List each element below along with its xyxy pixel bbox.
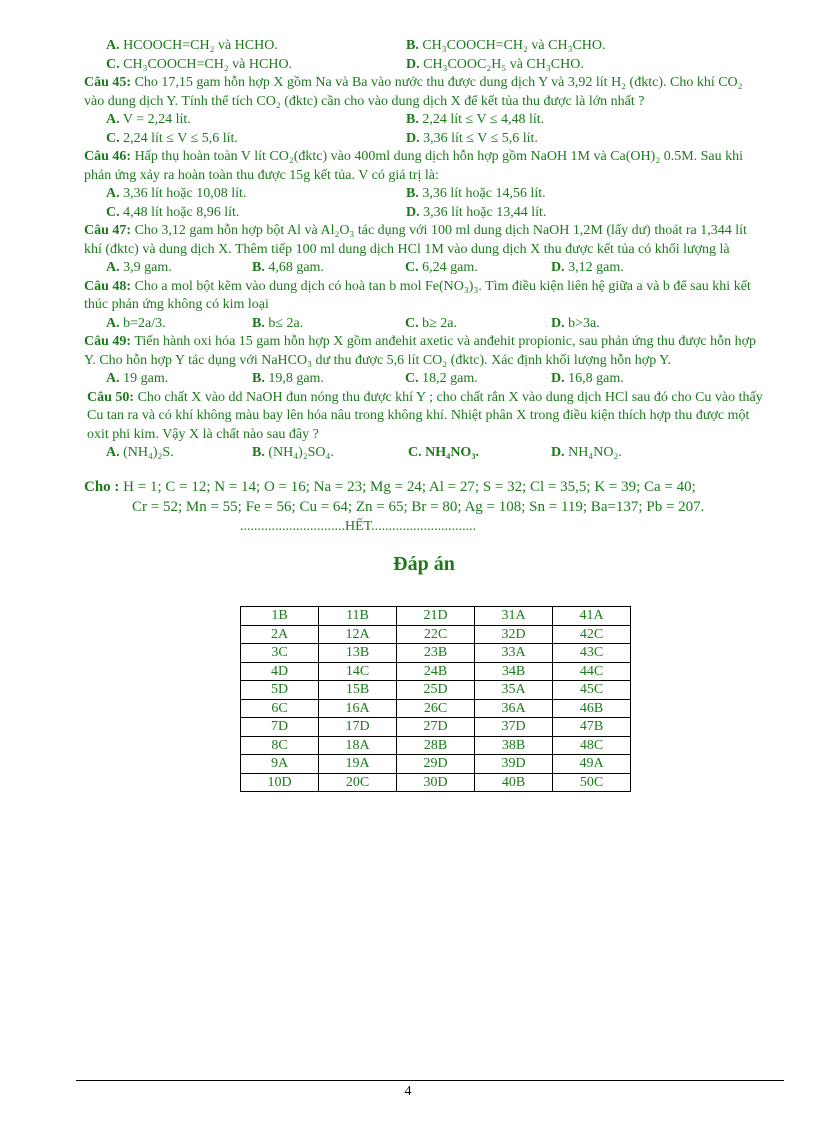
question-label: Câu 50:: [87, 389, 135, 405]
option-a: A. (NH₄)₂S.: [106, 445, 174, 460]
answer-cell: 34B: [475, 662, 553, 681]
answer-cell: 36A: [475, 699, 553, 718]
answer-cell: 9A: [241, 755, 319, 774]
answer-cell: 39D: [475, 755, 553, 774]
answer-cell: 28B: [397, 736, 475, 755]
option-d: D. 3,36 lít ≤ V ≤ 5,6 lít.: [406, 130, 538, 146]
question-text: Cho 3,12 gam hỗn hợp bột Al và Al₂O₃ tác dụng với 100 ml dung dịch NaOH 1,2M (lấy dư) thoát ra 1,344 lít khí (đktc) và dung dịch X. Thêm tiếp 100 ml dung dịch HCl 1M vào dung dịch X thu được kết tủa có khối lượng là: [84, 223, 747, 257]
answer-cell: 22C: [397, 625, 475, 644]
answer-cell: 11B: [319, 607, 397, 626]
answer-cell: 32D: [475, 625, 553, 644]
answer-cell: 21D: [397, 607, 475, 626]
option-c: C. 18,2 gam.: [405, 371, 478, 386]
answer-row: [241, 718, 631, 737]
option-d: D. 3,36 lít hoặc 13,44 lít.: [406, 204, 547, 220]
option-a: A. HCOOCH=CH₂ và HCHO.: [106, 38, 278, 53]
answer-cell: 41A: [553, 607, 631, 626]
question-text: Tiến hành oxi hóa 15 gam hỗn hợp X gồm anđehit axetic và anđehit propionic, sau phản ứng thu được hỗn hợp Y. Cho hỗn hợp Y tác dụng với NaHCO₃ dư thu được 5,6 lít CO₂ (đktc). Xác định khối lượng hỗn hợp Y.: [84, 334, 756, 368]
question-48-options: [84, 315, 764, 334]
option-d: D. b>3a.: [551, 315, 600, 331]
answer-cell: 46B: [553, 699, 631, 718]
option-c: C. b≥ 2a.: [405, 315, 458, 331]
question-label: Câu 49:: [84, 334, 132, 349]
answer-row: [241, 662, 631, 681]
option-a: A. 19 gam.: [106, 371, 169, 386]
answer-cell: 48C: [553, 736, 631, 755]
answer-row: [241, 736, 631, 755]
answer-cell: 8C: [241, 736, 319, 755]
answer-cell: 25D: [397, 681, 475, 700]
question-45: [84, 74, 764, 111]
prev-question-options-row2: [84, 56, 764, 75]
answer-cell: 16A: [319, 699, 397, 718]
option-a: A. 3,36 lít hoặc 10,08 lít.: [106, 186, 247, 201]
question-49-options: [84, 370, 764, 389]
answer-cell: 38B: [475, 736, 553, 755]
answer-cell: 26C: [397, 699, 475, 718]
footer-rule: [76, 1080, 784, 1081]
answer-cell: 18A: [319, 736, 397, 755]
answer-row: [241, 699, 631, 718]
answer-cell: 40B: [475, 773, 553, 792]
prev-question-options-row1: [84, 37, 764, 56]
option-c: C. CH₃COOCH=CH₂ và HCHO.: [106, 56, 293, 72]
exam-page-content: [84, 37, 764, 576]
option-c: C. 2,24 lít ≤ V ≤ 5,6 lít.: [106, 130, 238, 146]
option-a: A. b=2a/3.: [106, 315, 166, 331]
option-d: D. 16,8 gam.: [551, 371, 624, 386]
answer-cell: 1B: [241, 607, 319, 626]
question-45-options-row2: [84, 130, 764, 149]
option-a: A. V = 2,24 lít.: [106, 112, 191, 127]
option-b: B. CH₃COOCH=CH₂ và CH₃CHO.: [406, 38, 606, 53]
answer-cell: 50C: [553, 773, 631, 792]
answer-cell: 37D: [475, 718, 553, 737]
option-b: B. 4,68 gam.: [252, 260, 324, 275]
question-49: [84, 333, 764, 370]
answer-cell: 43C: [553, 644, 631, 663]
question-label: Câu 46:: [84, 149, 132, 164]
option-b: B. 19,8 gam.: [252, 371, 324, 386]
option-c: C. 6,24 gam.: [405, 260, 478, 275]
question-text: Cho a mol bột kẽm vào dung dịch có hoà tan b mol Fe(NO₃)₃. Tìm điều kiện liên hệ giữa a và b để sau khi kết thúc phản ứng không có kim loại: [84, 278, 751, 312]
answer-cell: 17D: [319, 718, 397, 737]
option-d: D. CH₃COOC₂H₅ và CH₃CHO.: [406, 56, 584, 72]
question-label: Câu 45:: [84, 75, 132, 90]
answer-cell: 20C: [319, 773, 397, 792]
option-d: D. 3,12 gam.: [551, 260, 624, 275]
answer-cell: 13B: [319, 644, 397, 663]
answer-cell: 33A: [475, 644, 553, 663]
question-46: [84, 148, 764, 185]
answer-key-title: Đáp án: [393, 552, 455, 575]
answer-cell: 15B: [319, 681, 397, 700]
question-text: Cho 17,15 gam hỗn hợp X gồm Na và Ba vào nước thu được dung dịch Y và 3,92 lít H₂ (đktc). Cho khí CO₂ vào dung dịch Y. Tính thể tích CO₂ (đktc) cần cho vào dung dịch X để kết tủa thu được là lớn nhất ?: [84, 75, 743, 109]
answer-cell: 23B: [397, 644, 475, 663]
answer-row: [241, 773, 631, 792]
question-47-options: [84, 259, 764, 278]
question-47: [84, 222, 764, 259]
answer-row: [241, 607, 631, 626]
answer-cell: 24B: [397, 662, 475, 681]
question-46-options-row1: [84, 185, 764, 204]
answer-cell: 35A: [475, 681, 553, 700]
question-50: [84, 389, 764, 445]
answer-cell: 27D: [397, 718, 475, 737]
question-50-options: [84, 444, 764, 463]
option-b: B. 3,36 lít hoặc 14,56 lít.: [406, 186, 546, 201]
answer-cell: 2A: [241, 625, 319, 644]
option-b: B. (NH₄)₂SO₄.: [252, 445, 334, 460]
question-46-options-row2: [84, 204, 764, 223]
answer-cell: 5D: [241, 681, 319, 700]
answer-cell: 7D: [241, 718, 319, 737]
answer-cell: 3C: [241, 644, 319, 663]
answer-cell: 47B: [553, 718, 631, 737]
answer-cell: 31A: [475, 607, 553, 626]
answer-cell: 49A: [553, 755, 631, 774]
question-45-options-row1: [84, 111, 764, 130]
option-b: B. 2,24 lít ≤ V ≤ 4,48 lít.: [406, 112, 545, 127]
page-number: 4: [404, 1084, 412, 1099]
answer-cell: 12A: [319, 625, 397, 644]
answer-cell: 6C: [241, 699, 319, 718]
question-text: Cho chất X vào dd NaOH đun nóng thu được khí Y ; cho chất rắn X vào dung dịch HCl sau đó cho Cu vào thấy Cu tan ra và có khí không màu bay lên hóa nâu trong không khí. Nhiệt phân X trong điều kiện thích hợp thu được một oxit phi kim. Vậy X là chất nào sau đây ?: [87, 389, 763, 442]
atomic-masses: [84, 477, 764, 517]
answer-cell: 19A: [319, 755, 397, 774]
question-text: Hấp thụ hoàn toàn V lít CO₂(đktc) vào 400ml dung dịch hỗn hợp gồm NaOH 1M và Ca(OH)₂ 0.5M. Sau khi phản ứng xảy ra hoàn toàn thu được 15g kết tủa. V có giá trị là:: [84, 149, 744, 183]
answer-cell: 29D: [397, 755, 475, 774]
answer-row: [241, 644, 631, 663]
answer-cell: 44C: [553, 662, 631, 681]
option-c: C. NH₄NO₃.: [408, 445, 480, 460]
question-label: Câu 47:: [84, 223, 132, 238]
answer-cell: 42C: [553, 625, 631, 644]
atomic-masses-line2: Cr = 52; Mn = 55; Fe = 56; Cu = 64; Zn = 65; Br = 80; Ag = 108; Sn = 119; Ba=137; Pb = 207.: [132, 498, 705, 515]
answer-key-table: [240, 606, 631, 792]
end-marker: ..............................HẾT..............................: [240, 518, 477, 534]
answer-cell: 14C: [319, 662, 397, 681]
question-label: Câu 48:: [84, 278, 132, 294]
answer-cell: 4D: [241, 662, 319, 681]
answer-cell: 45C: [553, 681, 631, 700]
option-c: C. 4,48 lít hoặc 8,96 lít.: [106, 204, 240, 220]
atomic-masses-line1: Cho : H = 1; C = 12; N = 14; O = 16; Na = 23; Mg = 24; Al = 27; S = 32; Cl = 35,5; K = 39; Ca = 40;: [84, 478, 696, 495]
answer-cell: 10D: [241, 773, 319, 792]
answer-cell: 30D: [397, 773, 475, 792]
answer-row: [241, 755, 631, 774]
option-b: B. b≤ 2a.: [252, 315, 304, 331]
answer-row: [241, 625, 631, 644]
question-48: [84, 278, 764, 315]
option-a: A. 3,9 gam.: [106, 260, 172, 275]
answer-row: [241, 681, 631, 700]
option-d: D. NH₄NO₂.: [551, 445, 622, 460]
